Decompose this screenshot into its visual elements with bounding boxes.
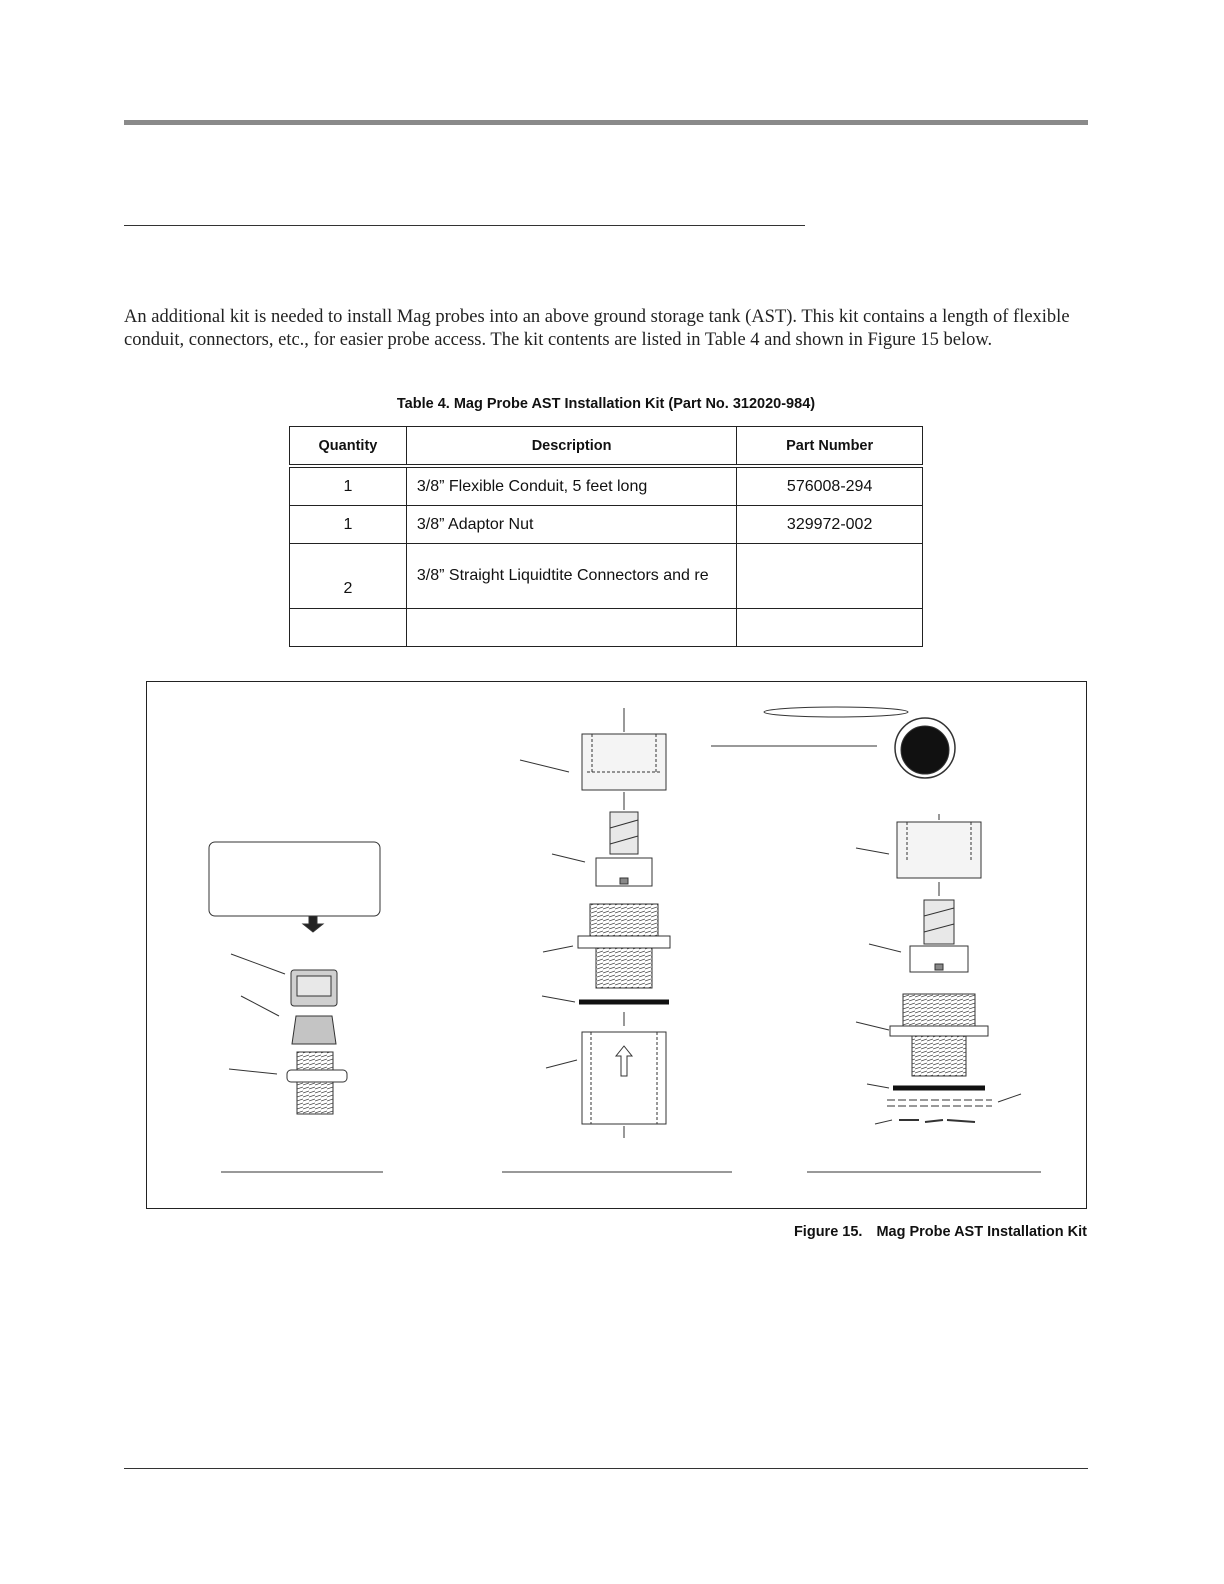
bushing-thread-top xyxy=(590,904,658,936)
conduit-fitting-neck-right xyxy=(924,900,954,944)
header-description: Description xyxy=(406,427,736,467)
figure-number: Figure 15. xyxy=(793,1224,863,1240)
cell-description: 3/8” Adaptor Nut xyxy=(406,506,736,544)
cell-part-number xyxy=(737,544,923,609)
cell-description: 3/8” Straight Liquidtite Connectors and re xyxy=(406,544,736,609)
cell-part-number xyxy=(737,609,923,647)
figure-title: Mag Probe AST Installation Kit xyxy=(876,1224,1087,1240)
table-row xyxy=(290,609,923,647)
figure-15-box xyxy=(146,681,1087,1209)
adaptor-nut-right xyxy=(897,822,981,878)
conduit-end-inner xyxy=(901,726,949,774)
adaptor-assembly-drawing xyxy=(520,708,670,1138)
conduit-fitting-neck xyxy=(610,812,638,854)
liquidtite-connector-drawing xyxy=(209,842,380,1114)
table-header-row xyxy=(290,427,923,467)
section-heading-rule xyxy=(124,225,805,226)
bushing-flange-right xyxy=(890,1026,988,1036)
connector-body-flange xyxy=(287,1070,347,1082)
table-title: Table 4. Mag Probe AST Installation Kit (Part No. 312020-984) xyxy=(396,396,816,412)
bushing-flange xyxy=(578,936,670,948)
kit-contents-table xyxy=(289,426,923,647)
connector-assembly-drawing xyxy=(856,814,1021,1124)
cell-quantity xyxy=(290,609,407,647)
top-rule xyxy=(124,120,1088,125)
footer-rule xyxy=(124,1468,1088,1469)
sealing-ferrule xyxy=(292,1016,336,1044)
cell-description xyxy=(406,609,736,647)
flexible-conduit-drawing xyxy=(711,707,955,778)
cell-quantity: 1 xyxy=(290,466,407,506)
adaptor-nut xyxy=(582,734,666,790)
cell-description: 3/8” Flexible Conduit, 5 feet long xyxy=(406,466,736,506)
header-quantity: Quantity xyxy=(290,427,407,467)
table-row xyxy=(290,466,923,506)
conduit-coil xyxy=(764,707,908,717)
intro-paragraph: An additional kit is needed to install Mag probes into an above ground storage tank (AST). This kit contains a length of flexible conduit, connectors, etc., for easier probe access. The kit contents are listed in Table 4 and shown in Figure 15 below. xyxy=(124,307,1070,350)
callout-box xyxy=(209,842,380,916)
table-row xyxy=(290,506,923,544)
bushing-thread-bottom xyxy=(596,948,652,988)
bushing-thread-bottom-right xyxy=(912,1036,966,1076)
bushing-thread-top-right xyxy=(903,994,975,1026)
figure-caption xyxy=(124,1224,1087,1240)
down-arrow-icon xyxy=(303,916,323,932)
header-part-number: Part Number xyxy=(737,427,923,467)
cell-part-number: 576008-294 xyxy=(737,466,923,506)
kit-parts-illustration xyxy=(147,682,1086,1208)
cell-quantity: 2 xyxy=(290,544,407,609)
cell-part-number: 329972-002 xyxy=(737,506,923,544)
cell-quantity: 1 xyxy=(290,506,407,544)
table-row xyxy=(290,544,923,609)
